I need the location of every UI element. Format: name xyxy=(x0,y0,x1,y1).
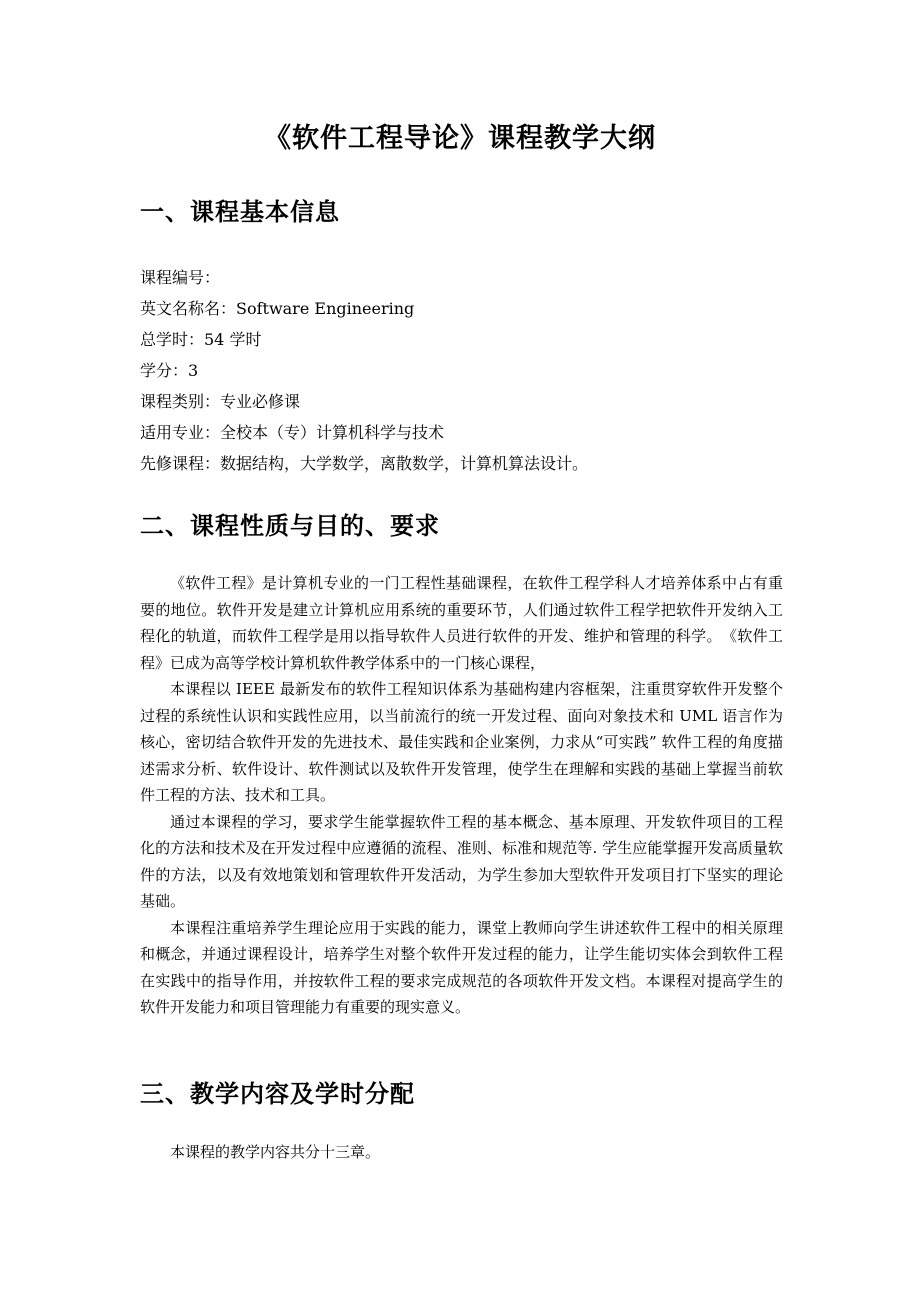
total-hours-field: 总学时：54 学时 xyxy=(140,330,262,349)
paragraph: 《软件工程》是计算机专业的一门工程性基础课程，在软件工程学科人才培养体系中占有重要的地位。软件开发是建立计算机应用系统的重要环节，人们通过软件工程学把软件开发纳入工程化的轨道，而软件工程学是用以指导软件人员进行软件的开发、维护和管理的科学。 《软件工程》已成为高等学校计算机软件教学体系中的一门核心课程， xyxy=(140,574,783,672)
paragraph: 本课程注重培养学生理论应用于实践的能力，课堂上教师向学生讲述软件工程中的相关原理和概念，并通过课程设计，培养学生对整个软件开发过程的能力，让学生能切实体会到软件工程在实践中的指导作用，并按软件工程的要求完成规范的各项软件开发文档。本课程对提高学生的软件开发能力和项目管理能力有重要的现实意义。 xyxy=(140,918,783,1016)
english-name-field: 英文名称名：Software Engineering xyxy=(140,299,415,318)
credits-field: 学分：3 xyxy=(140,361,199,380)
course-code-field: 课程编号： xyxy=(140,268,221,287)
paragraph: 本课程的教学内容共分十三章。 xyxy=(170,1143,381,1161)
section-nature-purpose-body xyxy=(140,570,783,1021)
document-title: 《软件工程导论》课程教学大纲 xyxy=(264,123,656,154)
section-heading-content-hours: 三、教学内容及学时分配 xyxy=(140,1080,415,1108)
prerequisite-courses-field: 先修课程：数据结构，大学数学，离散数学，计算机算法设计。 xyxy=(140,454,589,473)
paragraph: 本课程以 IEEE 最新发布的软件工程知识体系为基础构建内容框架，注重贯穿软件开发整个过程的系统性认识和实践性应用，以当前流行的统一开发过程、面向对象技术和 UML 语言作为核心，密切结合软件开发的先进技术、最佳实践和企业案例，力求从“可实践” 软件工程的角度描述需求分析、软件设计、软件测试以及软件开发管理，使学生在理解和实践的基础上掌握当前软件工程的方法、技术和工具。 xyxy=(140,680,783,804)
section-heading-basic-info: 一、课程基本信息 xyxy=(140,198,340,226)
section-content-hours-body xyxy=(140,1139,783,1166)
paragraph: 通过本课程的学习，要求学生能掌握软件工程的基本概念、基本原理、开发软件项目的工程化的方法和技术及在开发过程中应遵循的流程、准则、标准和规范等. 学生应能掌握开发高质量软件的方法，以及有效地策划和管理软件开发活动，为学生参加大型软件开发项目打下坚实的理论基础。 xyxy=(140,812,783,910)
applicable-major-field: 适用专业：全校本（专）计算机科学与技术 xyxy=(140,423,445,442)
course-info-list xyxy=(140,262,800,479)
section-heading-nature-purpose: 二、课程性质与目的、要求 xyxy=(140,512,440,540)
course-category-field: 课程类别：专业必修课 xyxy=(140,392,301,411)
